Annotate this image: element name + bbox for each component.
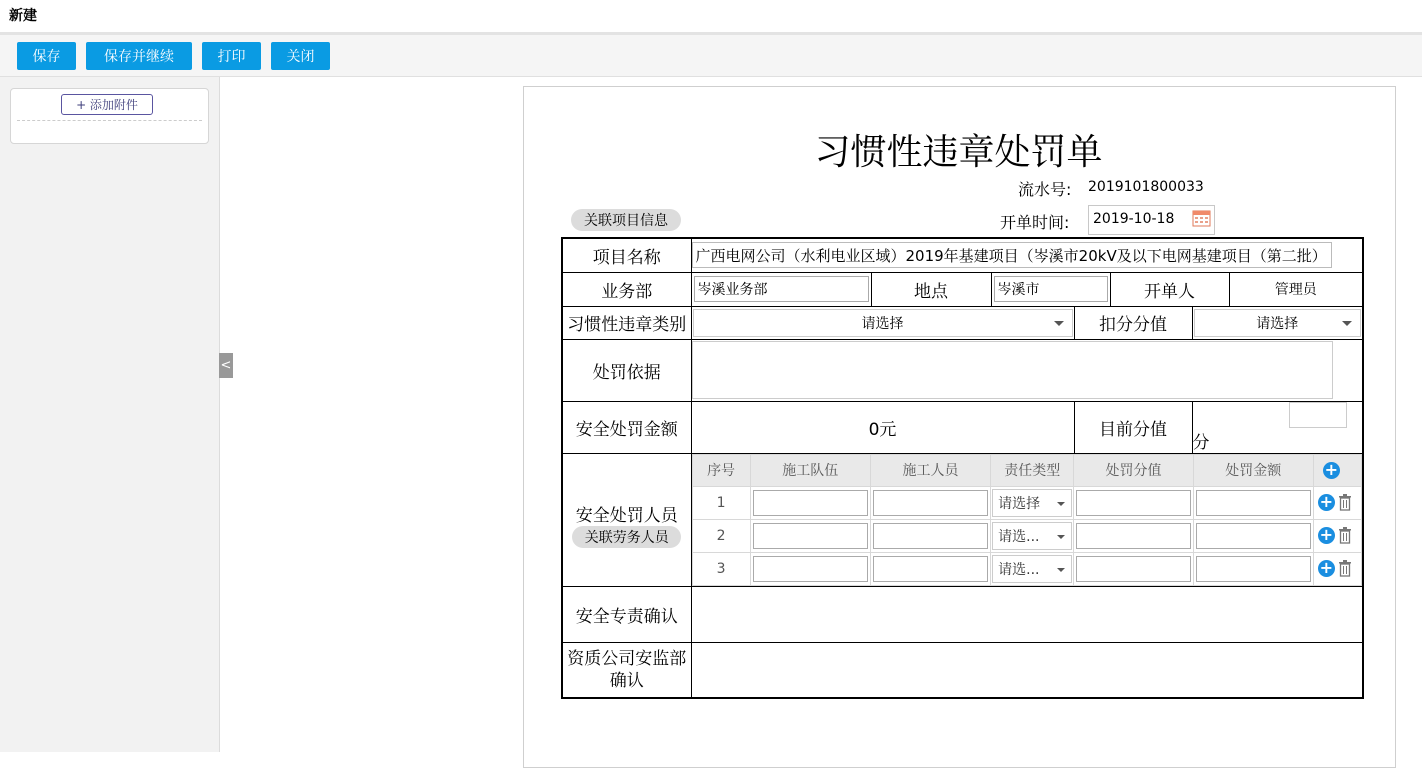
worker-input[interactable] <box>873 523 988 549</box>
col-header: 施工队伍 <box>750 454 870 486</box>
worker-input[interactable] <box>873 556 988 582</box>
penalty-score-input[interactable] <box>1076 556 1190 582</box>
divider <box>17 120 202 121</box>
duty-type-select[interactable] <box>992 555 1072 583</box>
score-unit: 分 <box>1192 432 1210 453</box>
save-button[interactable]: 保存 <box>17 42 76 70</box>
table-row <box>692 552 1362 585</box>
chevron-down-icon <box>1057 535 1065 539</box>
row-number: 1 <box>692 486 750 519</box>
col-header: 责任类型 <box>991 454 1074 486</box>
sidebar <box>0 77 220 752</box>
toolbar <box>0 35 1422 77</box>
trash-icon[interactable] <box>1338 560 1352 577</box>
basis-textarea[interactable] <box>692 341 1334 399</box>
chevron-down-icon <box>1057 502 1065 506</box>
confirm-safety-label: 安全专责确认 <box>562 586 691 642</box>
confirm-safety-field[interactable] <box>691 586 1363 642</box>
current-score-label: 目前分值 <box>1074 401 1192 453</box>
duty-type-value: 请选择 <box>998 495 1041 512</box>
row-number: 2 <box>692 519 750 552</box>
window-title-bar <box>0 0 1422 35</box>
penalty-amount-input[interactable] <box>1196 556 1311 582</box>
link-labor-button[interactable]: 关联劳务人员 <box>572 526 681 548</box>
print-button[interactable]: 打印 <box>202 42 261 70</box>
open-time-field[interactable] <box>1088 205 1215 235</box>
team-input[interactable] <box>753 523 868 549</box>
duty-type-value: 请选... <box>998 528 1040 545</box>
col-header: 施工人员 <box>870 454 990 486</box>
link-project-button[interactable]: 关联项目信息 <box>571 209 681 231</box>
duty-type-select[interactable] <box>992 522 1072 550</box>
project-name-field[interactable]: 广西电网公司（水利电业区域）2019年基建项目（岑溪市20kV及以下电网基建项目（第二批） <box>692 242 1333 268</box>
project-name-label: 项目名称 <box>562 238 691 272</box>
dept-label: 业务部 <box>562 272 691 306</box>
persons-table <box>692 454 1363 586</box>
deduct-select-value: 请选择 <box>1256 315 1299 332</box>
window-title: 新建 <box>9 8 37 24</box>
add-row-icon[interactable]: + <box>1319 558 1334 577</box>
deduct-label: 扣分分值 <box>1074 306 1192 339</box>
duty-type-value: 请选... <box>998 561 1040 578</box>
calendar-icon[interactable] <box>1192 209 1211 227</box>
penalty-score-input[interactable] <box>1076 523 1190 549</box>
row-number: 3 <box>692 552 750 585</box>
location-field[interactable]: 岑溪市 <box>994 276 1108 302</box>
confirm-company-field[interactable] <box>691 642 1363 698</box>
basis-label: 处罚依据 <box>562 339 691 401</box>
duty-type-select[interactable] <box>992 489 1072 517</box>
col-header: 处罚金额 <box>1193 454 1313 486</box>
serial-value: 2019101800033 <box>1088 179 1204 195</box>
amount-label: 安全处罚金额 <box>562 401 691 453</box>
serial-label: 流水号: <box>1018 180 1072 199</box>
close-button[interactable]: 关闭 <box>271 42 330 70</box>
amount-value: 0元 <box>691 401 1074 453</box>
team-input[interactable] <box>753 490 868 516</box>
add-row-icon[interactable]: + <box>1324 459 1339 479</box>
trash-icon[interactable] <box>1338 527 1352 544</box>
trash-icon[interactable] <box>1338 494 1352 511</box>
violation-form-table <box>561 237 1364 699</box>
dept-field[interactable]: 岑溪业务部 <box>694 276 869 302</box>
collapse-sidebar-button[interactable]: < <box>219 353 233 378</box>
deduct-select[interactable] <box>1194 309 1362 337</box>
category-select-value: 请选择 <box>861 315 904 332</box>
save-continue-button[interactable]: 保存并继续 <box>86 42 192 70</box>
chevron-down-icon <box>1054 321 1064 326</box>
table-row <box>692 519 1362 552</box>
col-header: 处罚分值 <box>1074 454 1193 486</box>
add-row-icon[interactable]: + <box>1319 525 1334 544</box>
persons-cell <box>562 453 691 586</box>
worker-input[interactable] <box>873 490 988 516</box>
open-time-label: 开单时间: <box>1000 213 1070 232</box>
team-input[interactable] <box>753 556 868 582</box>
confirm-company-label: 资质公司安监部确认 <box>562 642 691 698</box>
category-select[interactable] <box>693 309 1073 337</box>
attachment-panel <box>10 88 209 144</box>
form-title: 习惯性违章处罚单 <box>814 132 1103 173</box>
table-row <box>692 486 1362 519</box>
penalty-amount-input[interactable] <box>1196 490 1311 516</box>
persons-label: 安全处罚人员 <box>575 506 678 526</box>
open-time-value: 2019-10-18 <box>1093 211 1175 227</box>
add-attachment-button[interactable]: + 添加附件 <box>61 94 153 115</box>
col-header: 序号 <box>692 454 750 486</box>
add-row-icon[interactable]: + <box>1319 492 1334 511</box>
opener-value: 管理员 <box>1229 272 1363 306</box>
penalty-score-input[interactable] <box>1076 490 1190 516</box>
penalty-amount-input[interactable] <box>1196 523 1311 549</box>
location-label: 地点 <box>871 272 991 306</box>
chevron-down-icon <box>1342 321 1352 326</box>
category-label: 习惯性违章类别 <box>562 306 691 339</box>
chevron-down-icon <box>1057 568 1065 572</box>
current-score-field[interactable] <box>1289 402 1347 428</box>
opener-label: 开单人 <box>1110 272 1229 306</box>
